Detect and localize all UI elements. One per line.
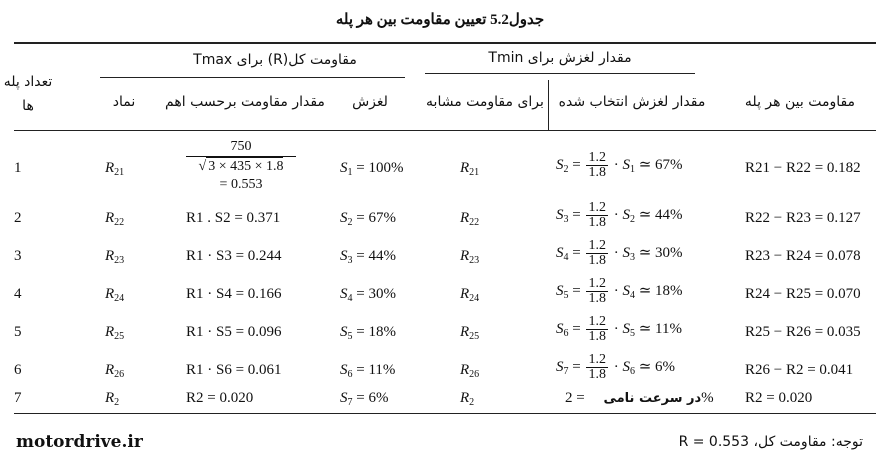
row-number: 5: [14, 324, 22, 340]
footer-note: توجه: مقاومت کل، R = 0.553: [678, 434, 863, 450]
row-resistance-formula: R1 . S2 = 0.371: [186, 210, 281, 226]
row-resistance-formula: R2 = 0.020: [186, 390, 254, 406]
header-symbol: نماد: [112, 94, 136, 110]
header-separator: [548, 80, 549, 130]
row-selected-slip: $S_3$ = $\frac{1.2}{1.8}$ · $S_2$ ≃ 44%: [556, 200, 683, 230]
table-caption: جدول5.2 تعیین مقاومت بین هر پله: [335, 12, 545, 28]
bottom-rule: [14, 413, 876, 414]
row-number: 6: [14, 362, 22, 378]
group-rule-right: [425, 73, 695, 74]
row-resistance-formula: 750 √ 3 × 435 × 1.8 = 0.553: [186, 138, 296, 194]
row-selected-slip: $S_7$ = $\frac{1.2}{1.8}$ · $S_6$ ≃ 6%: [556, 352, 676, 382]
row-between-step: R22 − R23 = 0.127: [745, 210, 861, 226]
header-selected-slip: مقدار لغزش انتخاب شده: [558, 94, 706, 110]
header-between-step: مقاومت بین هر پله: [744, 94, 856, 110]
row-equiv: $R_{26}$: [460, 362, 480, 380]
row-equiv: $R_{23}$: [460, 248, 480, 266]
row-symbol: $R_{21}$: [105, 160, 125, 178]
header-equiv-resistance: برای مقاومت مشابه: [426, 94, 544, 110]
top-rule: [14, 42, 876, 44]
row-between-step: R2 = 0.020: [745, 390, 813, 406]
row-symbol: $R_2$: [105, 390, 120, 408]
header-steps-count: تعداد پله ها: [3, 74, 53, 114]
row-slip: $S_4 = 30\%$: [340, 286, 396, 304]
row-selected-slip: $S_5$ = $\frac{1.2}{1.8}$ · $S_4$ ≃ 18%: [556, 276, 683, 306]
row-between-step: R24 − R25 = 0.070: [745, 286, 861, 302]
row-between-step: R25 − R26 = 0.035: [745, 324, 861, 340]
row-between-step: R21 − R22 = 0.182: [745, 160, 861, 176]
row-symbol: $R_{26}$: [105, 362, 125, 380]
row-symbol: $R_{22}$: [105, 210, 125, 228]
header-group-total: مقاومت کل(R) برای Tmax: [193, 52, 357, 68]
row-equiv: $R_2$: [460, 390, 475, 408]
row-selected-slip: $S_6$ = $\frac{1.2}{1.8}$ · $S_5$ ≃ 11%: [556, 314, 682, 344]
site-name: motordrive.ir: [16, 432, 143, 452]
row-between-step: R26 − R2 = 0.041: [745, 362, 854, 378]
row-equiv: $R_{25}$: [460, 324, 480, 342]
row-selected-slip: $S_2$ = $\frac{1.2}{1.8}$ · $S_1$ ≃ 67%: [556, 150, 683, 180]
row-equiv: $R_{21}$: [460, 160, 480, 178]
row-slip: $S_6 = 11\%$: [340, 362, 396, 380]
row-number: 2: [14, 210, 22, 226]
row-slip: $S_7 = 6\%$: [340, 390, 389, 408]
row-resistance-formula: R1 · S6 = 0.061: [186, 362, 282, 378]
row-number: 7: [14, 390, 22, 406]
row-resistance-formula: R1 · S4 = 0.166: [186, 286, 282, 302]
header-group-slip: مقدار لغزش برای Tmin: [488, 50, 632, 66]
row-selected-slip: در سرعت نامی = 2%: [565, 390, 714, 406]
header-slip: لغزش: [352, 94, 388, 110]
row-slip: $S_1 = 100\%$: [340, 160, 404, 178]
row-slip: $S_2 = 67\%$: [340, 210, 396, 228]
row-slip: $S_3 = 44\%$: [340, 248, 396, 266]
row-number: 1: [14, 160, 22, 176]
header-resistance-ohm: مقدار مقاومت برحسب اهم: [165, 94, 325, 110]
group-rule-left: [100, 77, 405, 78]
row-resistance-formula: R1 · S5 = 0.096: [186, 324, 282, 340]
header-bottom-rule: [14, 130, 876, 131]
row-selected-slip: $S_4$ = $\frac{1.2}{1.8}$ · $S_3$ ≃ 30%: [556, 238, 683, 268]
row-number: 4: [14, 286, 22, 302]
row-symbol: $R_{23}$: [105, 248, 125, 266]
row-between-step: R23 − R24 = 0.078: [745, 248, 861, 264]
row-number: 3: [14, 248, 22, 264]
row-equiv: $R_{22}$: [460, 210, 480, 228]
row-symbol: $R_{25}$: [105, 324, 125, 342]
row-slip: $S_5 = 18\%$: [340, 324, 396, 342]
row-symbol: $R_{24}$: [105, 286, 125, 304]
row-resistance-formula: R1 · S3 = 0.244: [186, 248, 282, 264]
row-equiv: $R_{24}$: [460, 286, 480, 304]
